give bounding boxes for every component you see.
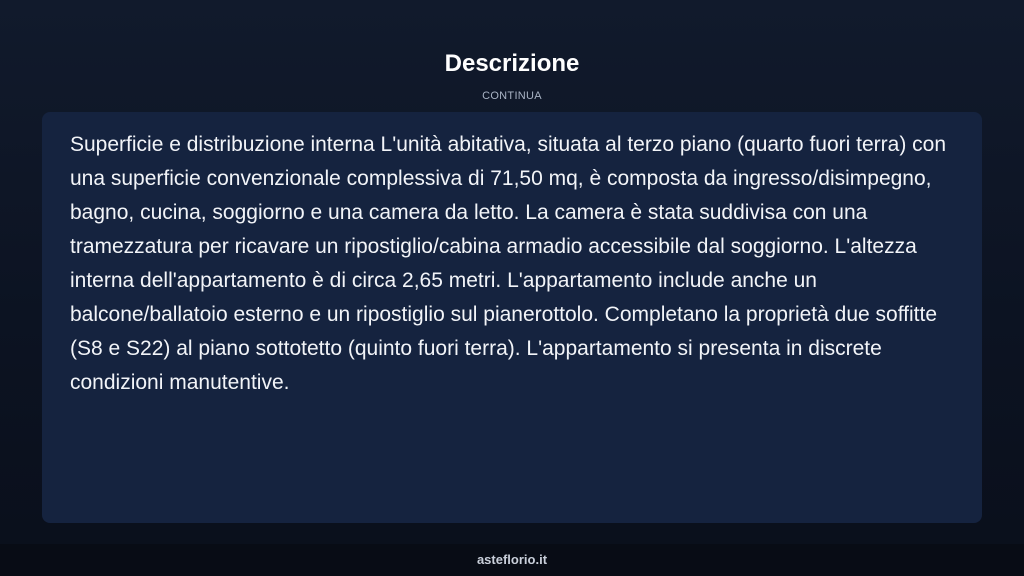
footer-site-label: asteflorio.it bbox=[476, 552, 548, 567]
description-text: Superficie e distribuzione interna L'unità abitativa, situata al terzo piano (quarto fuori terra) con una superficie convenzionale complessiva di 71,50 mq, è composta da ingresso/disimpegno, bagno, cucina, soggiorno e una camera da letto. La camera è stata suddivisa con una tramezzatura per ricavare un ripostiglio/cabina armadio accessibile dal soggiorno. L'altezza interna dell'appartamento è di circa 2,65 metri. L'appartamento include anche un balcone/ballatoio esterno e un ripostiglio sul pianerottolo. Completano la proprietà due soffitte (S8 e S22) al piano sottotetto (quinto fuori terra). L'appartamento si presenta in discrete condizioni manutentive. bbox=[70, 133, 947, 394]
description-card bbox=[42, 112, 982, 523]
page-title: Descrizione bbox=[444, 50, 580, 77]
continuation-label: CONTINUA bbox=[482, 90, 542, 102]
footer-bar bbox=[0, 544, 1024, 576]
